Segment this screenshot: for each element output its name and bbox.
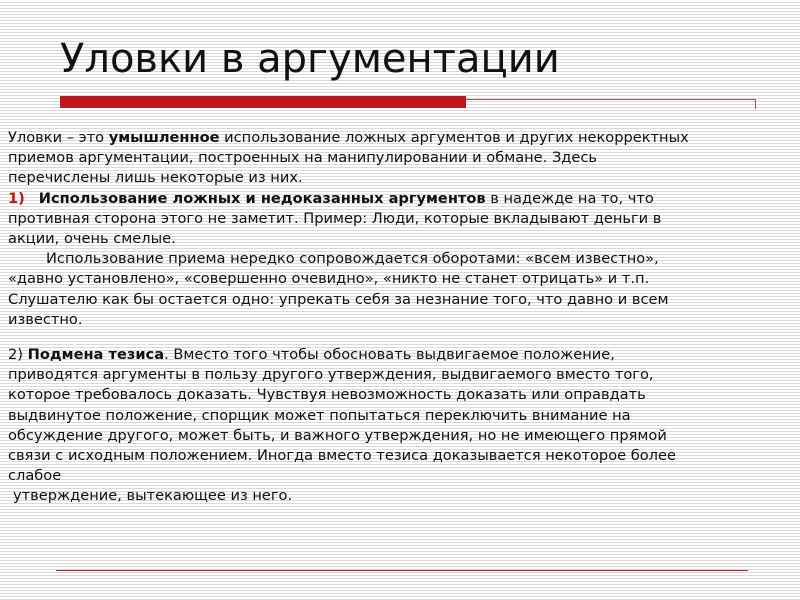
paragraph-gap [8, 330, 698, 345]
title-divider-line [466, 99, 756, 100]
item-2-last-line: утверждение, вытекающее из него. [13, 487, 293, 505]
intro-text-start: Уловки – это [8, 129, 109, 146]
item-2-number: 2) [8, 346, 23, 364]
item-1-text: в надежде на то, что противная сторона этого не заметит. Пример: Люди, которые вкладывают деньги в акции, очень смелые. [8, 189, 662, 248]
slide-title: Уловки в аргументации [60, 36, 560, 82]
item-2-paragraph [8, 345, 698, 507]
item-1-note: Использование приема нередко сопровождается оборотами: «всем известно», «давно установлено», «совершенно очевидно», «никто не станет отрицать» и т.п. Слушателю как бы остается одно: упрекать себя за незнание того, что давно и всем известно. [8, 250, 669, 328]
title-divider-tick [755, 99, 756, 109]
title-accent-bar [60, 96, 466, 108]
slide-body [8, 128, 698, 507]
intro-emphasis: умышленное [108, 129, 220, 146]
intro-text-rest: использование ложных аргументов и других некорректных приемов аргументации, построенных на манипулировании и обмане. Здесь перечислены лишь некоторые из них. [8, 129, 689, 187]
item-1-number: 1) [8, 189, 25, 207]
item-2-text: . Вместо того чтобы обосновать выдвигаемое положение, приводятся аргументы в пользу другого утверждения, выдвигаемого вместо того, которое требовалось доказать. Чувствуя невозможность доказать или оправдать выдвинутое положение, спорщик может попытаться переключить внимание на обсуждение другого, может быть, и важного утверждения, но не имеющего прямой связи с исходным положением. Иногда вместо тезиса доказывается некоторое более слабое [8, 346, 676, 485]
bottom-divider-line [56, 570, 748, 571]
item-1-paragraph [8, 189, 698, 250]
intro-paragraph [8, 128, 698, 189]
item-2-title: Подмена тезиса [27, 346, 165, 364]
item-1-title: Использование ложных и недоказанных аргументов [38, 189, 486, 207]
